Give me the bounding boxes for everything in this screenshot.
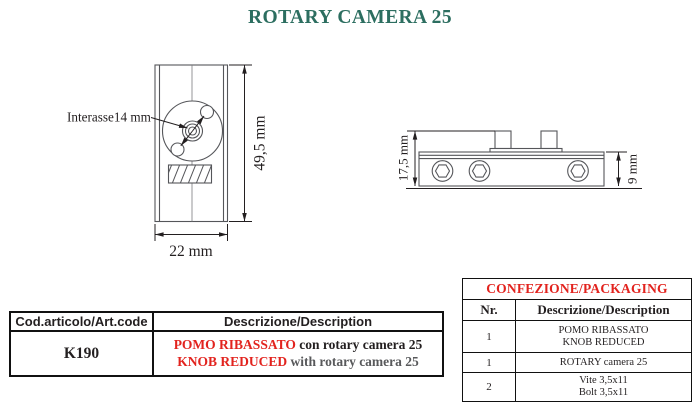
article-description-line2: KNOB REDUCED with rotary camera 25 xyxy=(177,353,419,369)
packaging-row xyxy=(463,373,692,402)
article-description-value xyxy=(153,331,443,376)
packaging-header-row xyxy=(463,300,692,321)
packaging-table xyxy=(462,278,692,402)
article-table-header-row xyxy=(10,312,443,331)
height-dimension-label: 49,5 mm xyxy=(251,115,269,171)
total-height-dimension-label: 17,5 mm xyxy=(395,134,411,182)
hatched-slot xyxy=(164,164,220,184)
interasse-label: Interasse14 mm xyxy=(67,109,151,125)
height-dimension xyxy=(229,65,252,222)
mounting-posts xyxy=(490,131,562,152)
article-code-value: K190 xyxy=(10,331,153,376)
packaging-title-row xyxy=(463,279,692,300)
side-view-drawing xyxy=(390,118,655,203)
width-dimension xyxy=(155,224,228,241)
bar-height-dimension-label: 9 mm xyxy=(624,154,640,184)
packaging-item: ROTARY camera 25 xyxy=(516,353,692,373)
article-table-data-row xyxy=(10,331,443,376)
article-description-line1: POMO RIBASSATO con rotary camera 25 xyxy=(173,337,423,352)
packaging-description-header: Descrizione/Description xyxy=(516,300,692,321)
packaging-row xyxy=(463,353,692,373)
page-title: ROTARY CAMERA 25 xyxy=(248,7,452,28)
packaging-qty: 2 xyxy=(463,373,516,402)
packaging-title: CONFEZIONE/PACKAGING xyxy=(463,279,692,300)
packaging-item: POMO RIBASSATO KNOB REDUCED xyxy=(516,321,692,353)
packaging-qty: 1 xyxy=(463,353,516,373)
packaging-nr-header: Nr. xyxy=(463,300,516,321)
article-code-header: Cod.articolo/Art.code xyxy=(10,312,153,331)
article-description-header: Descrizione/Description xyxy=(153,312,443,331)
width-dimension-label: 22 mm xyxy=(169,243,213,260)
packaging-qty: 1 xyxy=(463,321,516,353)
packaging-item: Vite 3,5x11 Bolt 3,5x11 xyxy=(516,373,692,402)
front-view-drawing xyxy=(55,45,290,270)
article-table xyxy=(9,311,444,377)
packaging-row xyxy=(463,321,692,353)
